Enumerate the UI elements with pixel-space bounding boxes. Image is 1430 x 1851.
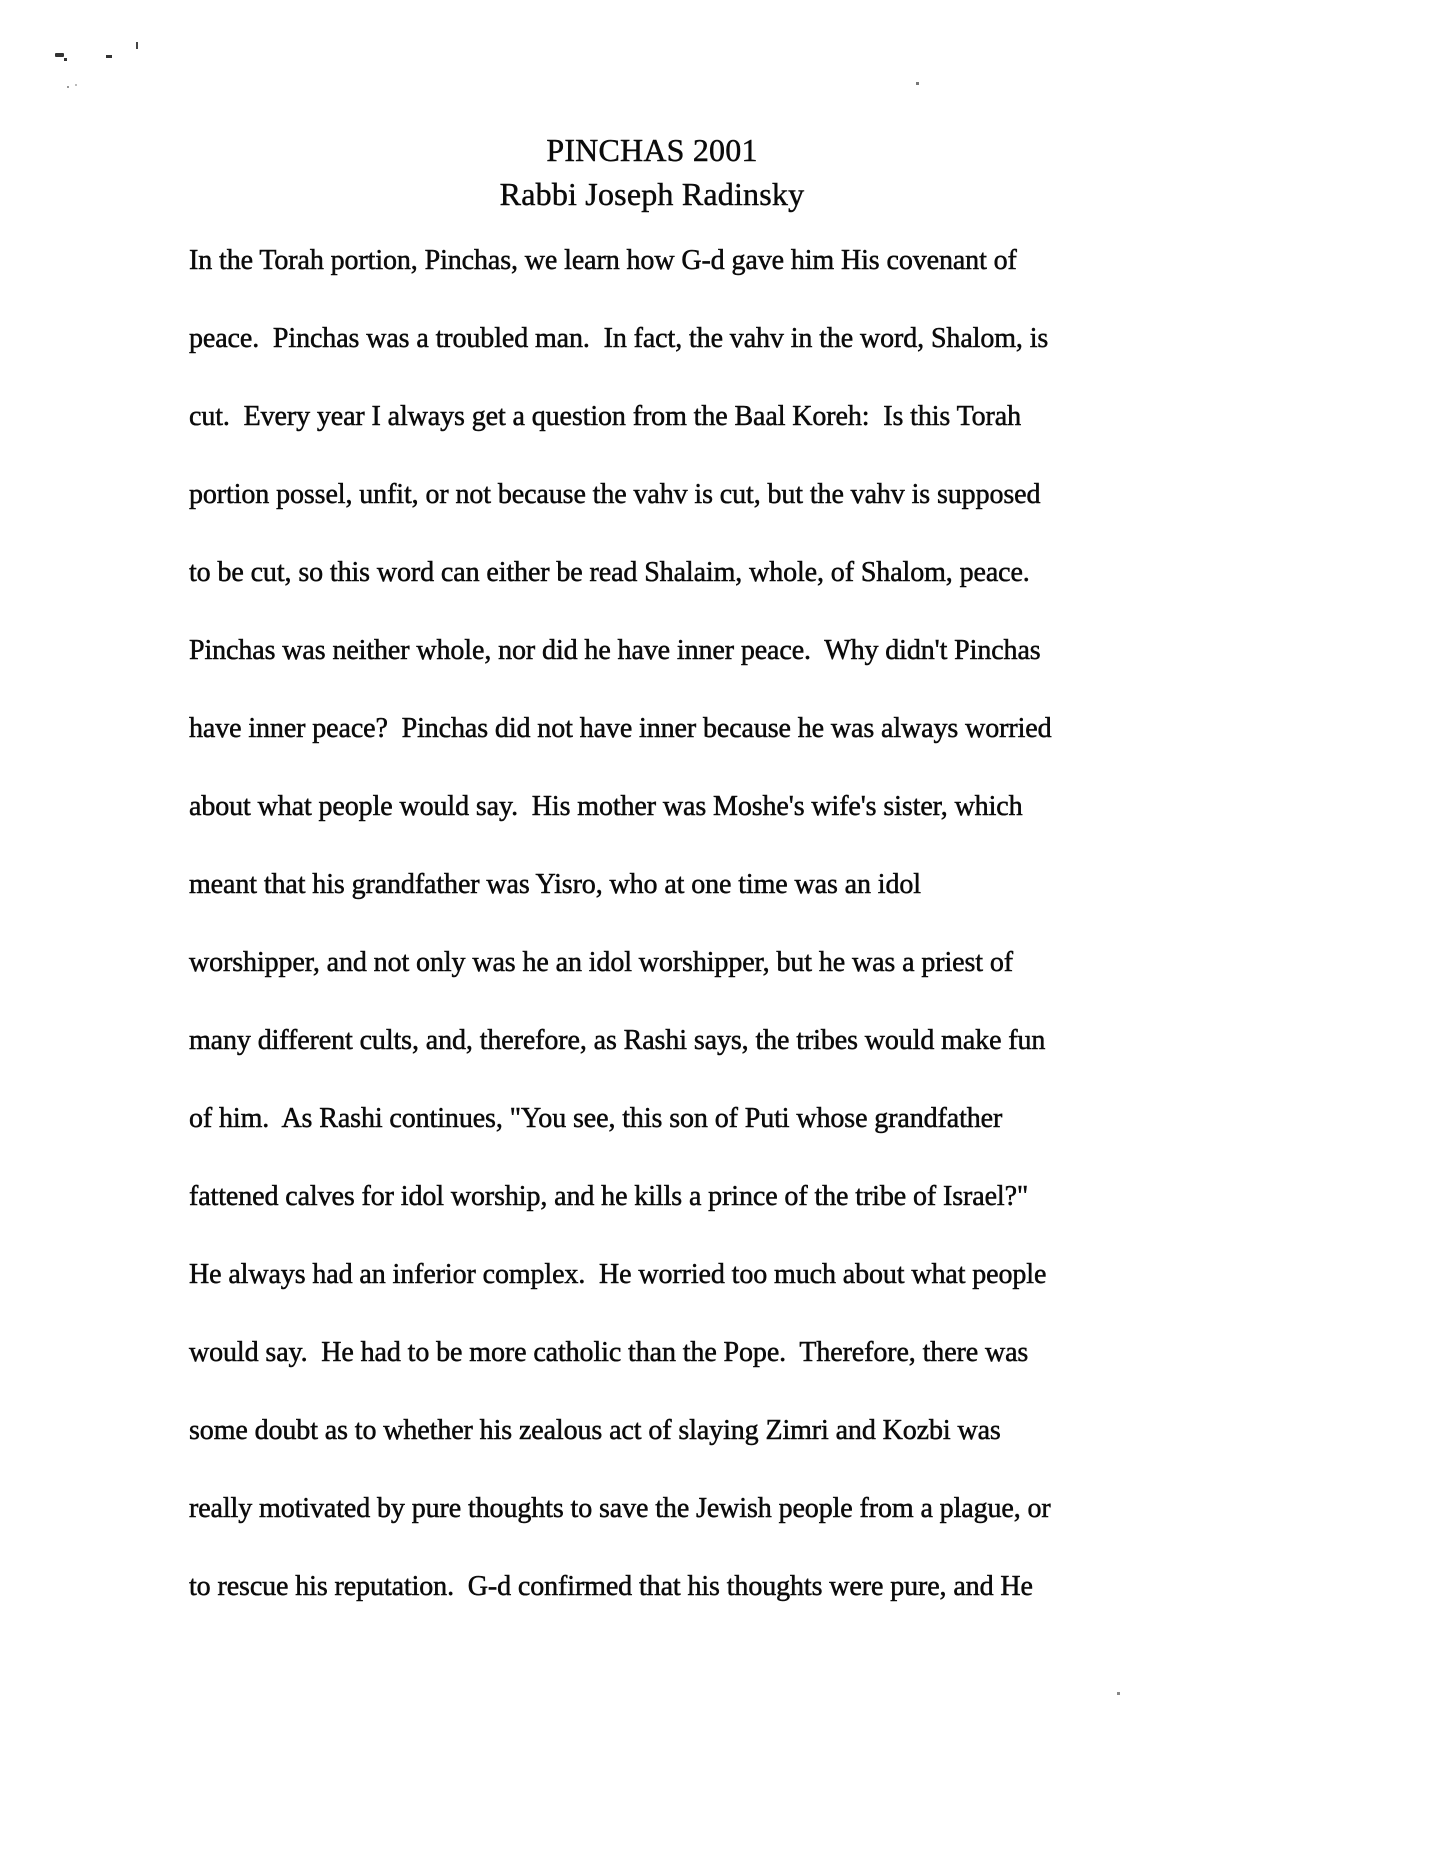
document-title: PINCHAS 2001	[546, 132, 758, 168]
body-line: of him. As Rashi continues, "You see, this son of Puti whose grandfather	[189, 1103, 1003, 1134]
scan-speck	[916, 82, 919, 85]
scan-speck	[136, 42, 138, 49]
document-author: Rabbi Joseph Radinsky	[499, 176, 805, 212]
document-header	[0, 128, 1304, 216]
body-line: would say. He had to be more catholic than the Pope. Therefore, there was	[189, 1337, 1029, 1368]
body-line: to be cut, so this word can either be read Shalaim, whole, of Shalom, peace.	[189, 557, 1030, 588]
scan-speck	[75, 84, 77, 86]
scan-speck	[106, 55, 112, 58]
body-line: cut. Every year I always get a question from the Baal Koreh: Is this Torah	[189, 401, 1022, 432]
scan-speck	[55, 53, 64, 57]
body-line: some doubt as to whether his zealous act of slaying Zimri and Kozbi was	[189, 1415, 1001, 1446]
scan-speck	[67, 86, 69, 88]
body-line: meant that his grandfather was Yisro, who at one time was an idol	[189, 869, 921, 900]
scan-speck	[1117, 1692, 1120, 1695]
body-line: worshipper, and not only was he an idol worshipper, but he was a priest of	[189, 947, 1013, 978]
body-line: He always had an inferior complex. He worried too much about what people	[189, 1259, 1047, 1290]
body-line: many different cults, and, therefore, as Rashi says, the tribes would make fun	[189, 1025, 1046, 1056]
body-line: peace. Pinchas was a troubled man. In fact, the vahv in the word, Shalom, is	[189, 323, 1049, 354]
body-line: really motivated by pure thoughts to save the Jewish people from a plague, or	[189, 1493, 1051, 1524]
body-line: Pinchas was neither whole, nor did he have inner peace. Why didn't Pinchas	[189, 635, 1041, 666]
document-body	[189, 222, 1229, 1626]
body-line: In the Torah portion, Pinchas, we learn how G-d gave him His covenant of	[189, 245, 1017, 276]
body-line: portion possel, unfit, or not because the vahv is cut, but the vahv is supposed	[189, 479, 1041, 510]
body-line: have inner peace? Pinchas did not have inner because he was always worried	[189, 713, 1052, 744]
body-line: to rescue his reputation. G-d confirmed that his thoughts were pure, and He	[189, 1571, 1033, 1602]
body-line: fattened calves for idol worship, and he kills a prince of the tribe of Israel?"	[189, 1181, 1029, 1212]
body-line: about what people would say. His mother was Moshe's wife's sister, which	[189, 791, 1023, 822]
scan-speck	[64, 58, 67, 61]
